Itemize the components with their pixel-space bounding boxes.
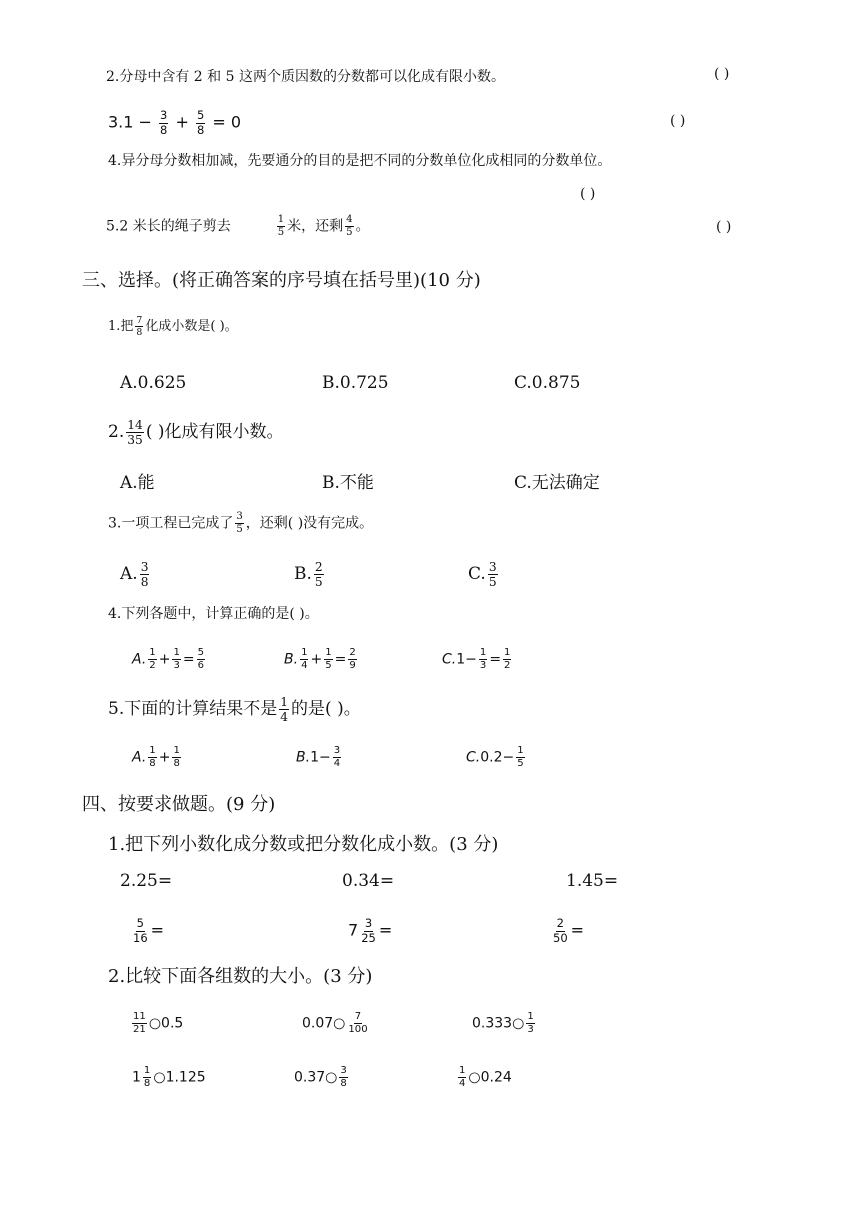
fraction: $\frac{1}{8}$	[149, 745, 156, 770]
decimal-value: 0.37	[294, 1069, 326, 1086]
tf-q5-pre: 5.2 米长的绳子剪去	[106, 218, 231, 235]
choice-q2-stem	[108, 417, 283, 446]
section-4-title: 四、按要求做题。(9 分)	[82, 794, 276, 815]
fraction: $\frac{1}{5}$	[517, 745, 524, 770]
fraction: $\frac{2}{9}$	[349, 647, 356, 672]
decimal-value: 0.333	[472, 1015, 513, 1032]
choice-q5-stem	[108, 694, 361, 723]
tf-q3-expression	[108, 110, 241, 136]
equals-sign: =	[489, 651, 502, 668]
compare-circle: ○	[325, 1069, 338, 1086]
option-label: A.	[120, 564, 138, 585]
equals-sign: =	[334, 651, 347, 668]
fraction: $\frac{2}{50}$	[553, 916, 568, 945]
minus-sign: −	[138, 112, 152, 132]
fraction: $\frac{3}{8}$	[160, 108, 168, 137]
tf-q3-whole: 3.1	[108, 112, 134, 132]
plus-sign: +	[158, 749, 171, 766]
tf-q5-answer-paren[interactable]: ( )	[716, 219, 732, 235]
choice-q1-option-a[interactable]: A.0.625	[120, 373, 187, 393]
fraction: $\frac{4}{5}$	[346, 214, 353, 239]
part-1-title: 1.把下列小数化成分数或把分数化成小数。(3 分)	[108, 834, 499, 855]
plus-sign: +	[158, 651, 171, 668]
fraction: $\frac{1}{4}$	[459, 1065, 466, 1090]
convert-2-50[interactable]	[550, 918, 584, 944]
fraction: $\frac{14}{35}$	[127, 417, 143, 447]
convert-2-25[interactable]: 2.25=	[120, 871, 173, 891]
tf-q3-result: 0	[230, 112, 242, 132]
fraction: $\frac{11}{21}$	[133, 1011, 146, 1036]
tf-q5-end: 。	[355, 218, 370, 235]
option-label: B.	[294, 564, 312, 585]
decimal-value: 1.125	[165, 1069, 206, 1086]
part-2-title: 2.比较下面各组数的大小。(3 分)	[108, 966, 373, 987]
choice-q5-option-a[interactable]	[132, 746, 183, 769]
choice-q3-option-b[interactable]	[294, 561, 326, 588]
fraction: $\frac{1}{5}$	[277, 214, 285, 239]
choice-q2-option-a[interactable]: A.能	[120, 473, 155, 493]
whole-number: 1	[310, 749, 319, 766]
choice-q5-pre: 5.下面的计算结果不是	[108, 699, 278, 719]
choice-q4-stem: 4.下列各题中，计算正确的是( )。	[108, 606, 319, 622]
option-label: A.	[132, 651, 147, 668]
choice-q4-option-a[interactable]	[132, 648, 207, 671]
choice-q4-option-c[interactable]	[442, 648, 513, 671]
equals-sign: =	[570, 920, 585, 940]
minus-sign: −	[465, 651, 477, 668]
fraction: $\frac{1}{3}$	[527, 1011, 534, 1036]
plus-sign: +	[310, 651, 323, 668]
choice-q4-option-b[interactable]	[284, 648, 359, 671]
fraction: $\frac{3}{25}$	[361, 916, 376, 945]
choice-q5-option-b[interactable]	[296, 746, 343, 769]
choice-q3-post: ，还剩( )没有完成。	[245, 515, 374, 532]
whole-number: 1	[456, 651, 466, 668]
section-3-title: 三、选择。(将正确答案的序号填在括号里)(10 分)	[82, 270, 481, 291]
compare-circle: ○	[148, 1015, 162, 1032]
tf-q5-text	[106, 215, 370, 238]
choice-q3-option-c[interactable]	[468, 561, 500, 588]
compare-0-333-vs-1-3[interactable]	[472, 1012, 537, 1035]
tf-q3-answer-paren[interactable]: ( )	[670, 113, 686, 129]
equals-sign: =	[378, 920, 393, 940]
convert-5-16[interactable]	[130, 918, 164, 944]
option-label: B.	[284, 651, 299, 668]
choice-q2-option-c[interactable]: C.无法确定	[514, 473, 600, 493]
choice-q1-option-b[interactable]: B.0.725	[322, 373, 389, 393]
option-label: A.	[132, 749, 147, 766]
fraction: $\frac{3}{8}$	[140, 560, 149, 590]
compare-circle: ○	[512, 1015, 525, 1032]
choice-q1-stem	[108, 315, 238, 337]
fraction: $\frac{5}{16}$	[133, 916, 148, 945]
equals-sign: =	[150, 920, 165, 940]
option-label: C.	[466, 749, 481, 766]
choice-q2-post: ( )化成有限小数。	[145, 422, 284, 442]
fraction: $\frac{2}{5}$	[314, 560, 323, 590]
fraction: $\frac{3}{5}$	[488, 560, 497, 590]
compare-circle: ○	[153, 1069, 166, 1086]
minus-sign: −	[318, 749, 331, 766]
tf-q2-answer-paren[interactable]: ( )	[714, 66, 730, 82]
tf-q4-text: 4.异分母分数相加减，先要通分的目的是把不同的分数单位化成相同的分数单位。	[108, 153, 612, 169]
tf-q4-answer-paren[interactable]: ( )	[580, 186, 596, 202]
minus-sign: −	[502, 749, 515, 766]
option-label: B.	[296, 749, 311, 766]
choice-q5-option-c[interactable]	[466, 746, 527, 769]
choice-q1-post: 化成小数是( )。	[145, 319, 238, 334]
choice-q2-option-b[interactable]: B.不能	[322, 473, 374, 493]
decimal-value: 0.07	[302, 1015, 334, 1032]
fraction: $\frac{3}{4}$	[333, 745, 341, 770]
fraction: $\frac{1}{5}$	[325, 647, 332, 672]
choice-q1-option-c[interactable]: C.0.875	[514, 373, 581, 393]
fraction: $\frac{1}{8}$	[143, 1065, 151, 1090]
fraction: $\frac{7}{8}$	[136, 314, 143, 338]
fraction: $\frac{5}{8}$	[196, 108, 205, 137]
compare-0-37-vs-3-8[interactable]	[294, 1066, 350, 1089]
convert-0-34[interactable]: 0.34=	[342, 871, 395, 891]
option-label: C.	[468, 564, 486, 585]
equals-sign: =	[212, 112, 226, 132]
fraction: $\frac{5}{6}$	[197, 647, 205, 672]
convert-1-45[interactable]: 1.45=	[566, 871, 619, 891]
fraction: $\frac{1}{2}$	[149, 647, 156, 672]
compare-0-07-vs-7-100[interactable]	[302, 1012, 371, 1035]
tf-q2-text: 2.分母中含有 2 和 5 这两个质因数的分数都可以化成有限小数。	[106, 69, 505, 85]
fraction: $\frac{3}{8}$	[340, 1065, 347, 1090]
plus-sign: +	[175, 112, 189, 132]
option-label: C.	[442, 651, 457, 668]
choice-q5-post: 的是( )。	[291, 699, 361, 719]
choice-q1-pre: 1.把	[108, 319, 134, 334]
fraction: $\frac{1}{8}$	[173, 745, 180, 770]
choice-q2-pre: 2.	[108, 422, 125, 442]
compare-1-4-vs-0-24[interactable]	[456, 1066, 512, 1089]
decimal-value: 0.5	[161, 1015, 184, 1032]
fraction: $\frac{7}{100}$	[348, 1011, 368, 1036]
compare-circle: ○	[468, 1069, 481, 1086]
compare-circle: ○	[333, 1015, 346, 1032]
tf-q5-mid: 米，还剩	[287, 218, 344, 235]
choice-q3-option-a[interactable]	[120, 561, 151, 588]
whole-number: 0.2	[480, 749, 503, 766]
choice-q3-stem	[108, 512, 373, 535]
equals-sign: =	[182, 651, 195, 668]
fraction: $\frac{1}{4}$	[280, 694, 289, 724]
fraction: $\frac{1}{3}$	[173, 647, 180, 672]
compare-1-1-8-vs-1-125[interactable]	[132, 1066, 206, 1089]
compare-11-21-vs-0-5[interactable]	[130, 1012, 183, 1035]
fraction: $\frac{3}{5}$	[236, 511, 243, 536]
fraction: $\frac{1}{2}$	[504, 647, 511, 672]
fraction: $\frac{1}{3}$	[479, 647, 487, 672]
choice-q3-pre: 3.一项工程已完成了	[108, 515, 234, 532]
decimal-value: 0.24	[480, 1069, 512, 1086]
fraction: $\frac{1}{4}$	[301, 647, 308, 672]
convert-7-3-25[interactable]	[348, 918, 392, 944]
whole-number: 1	[132, 1069, 141, 1086]
whole-number: 7	[348, 920, 359, 940]
